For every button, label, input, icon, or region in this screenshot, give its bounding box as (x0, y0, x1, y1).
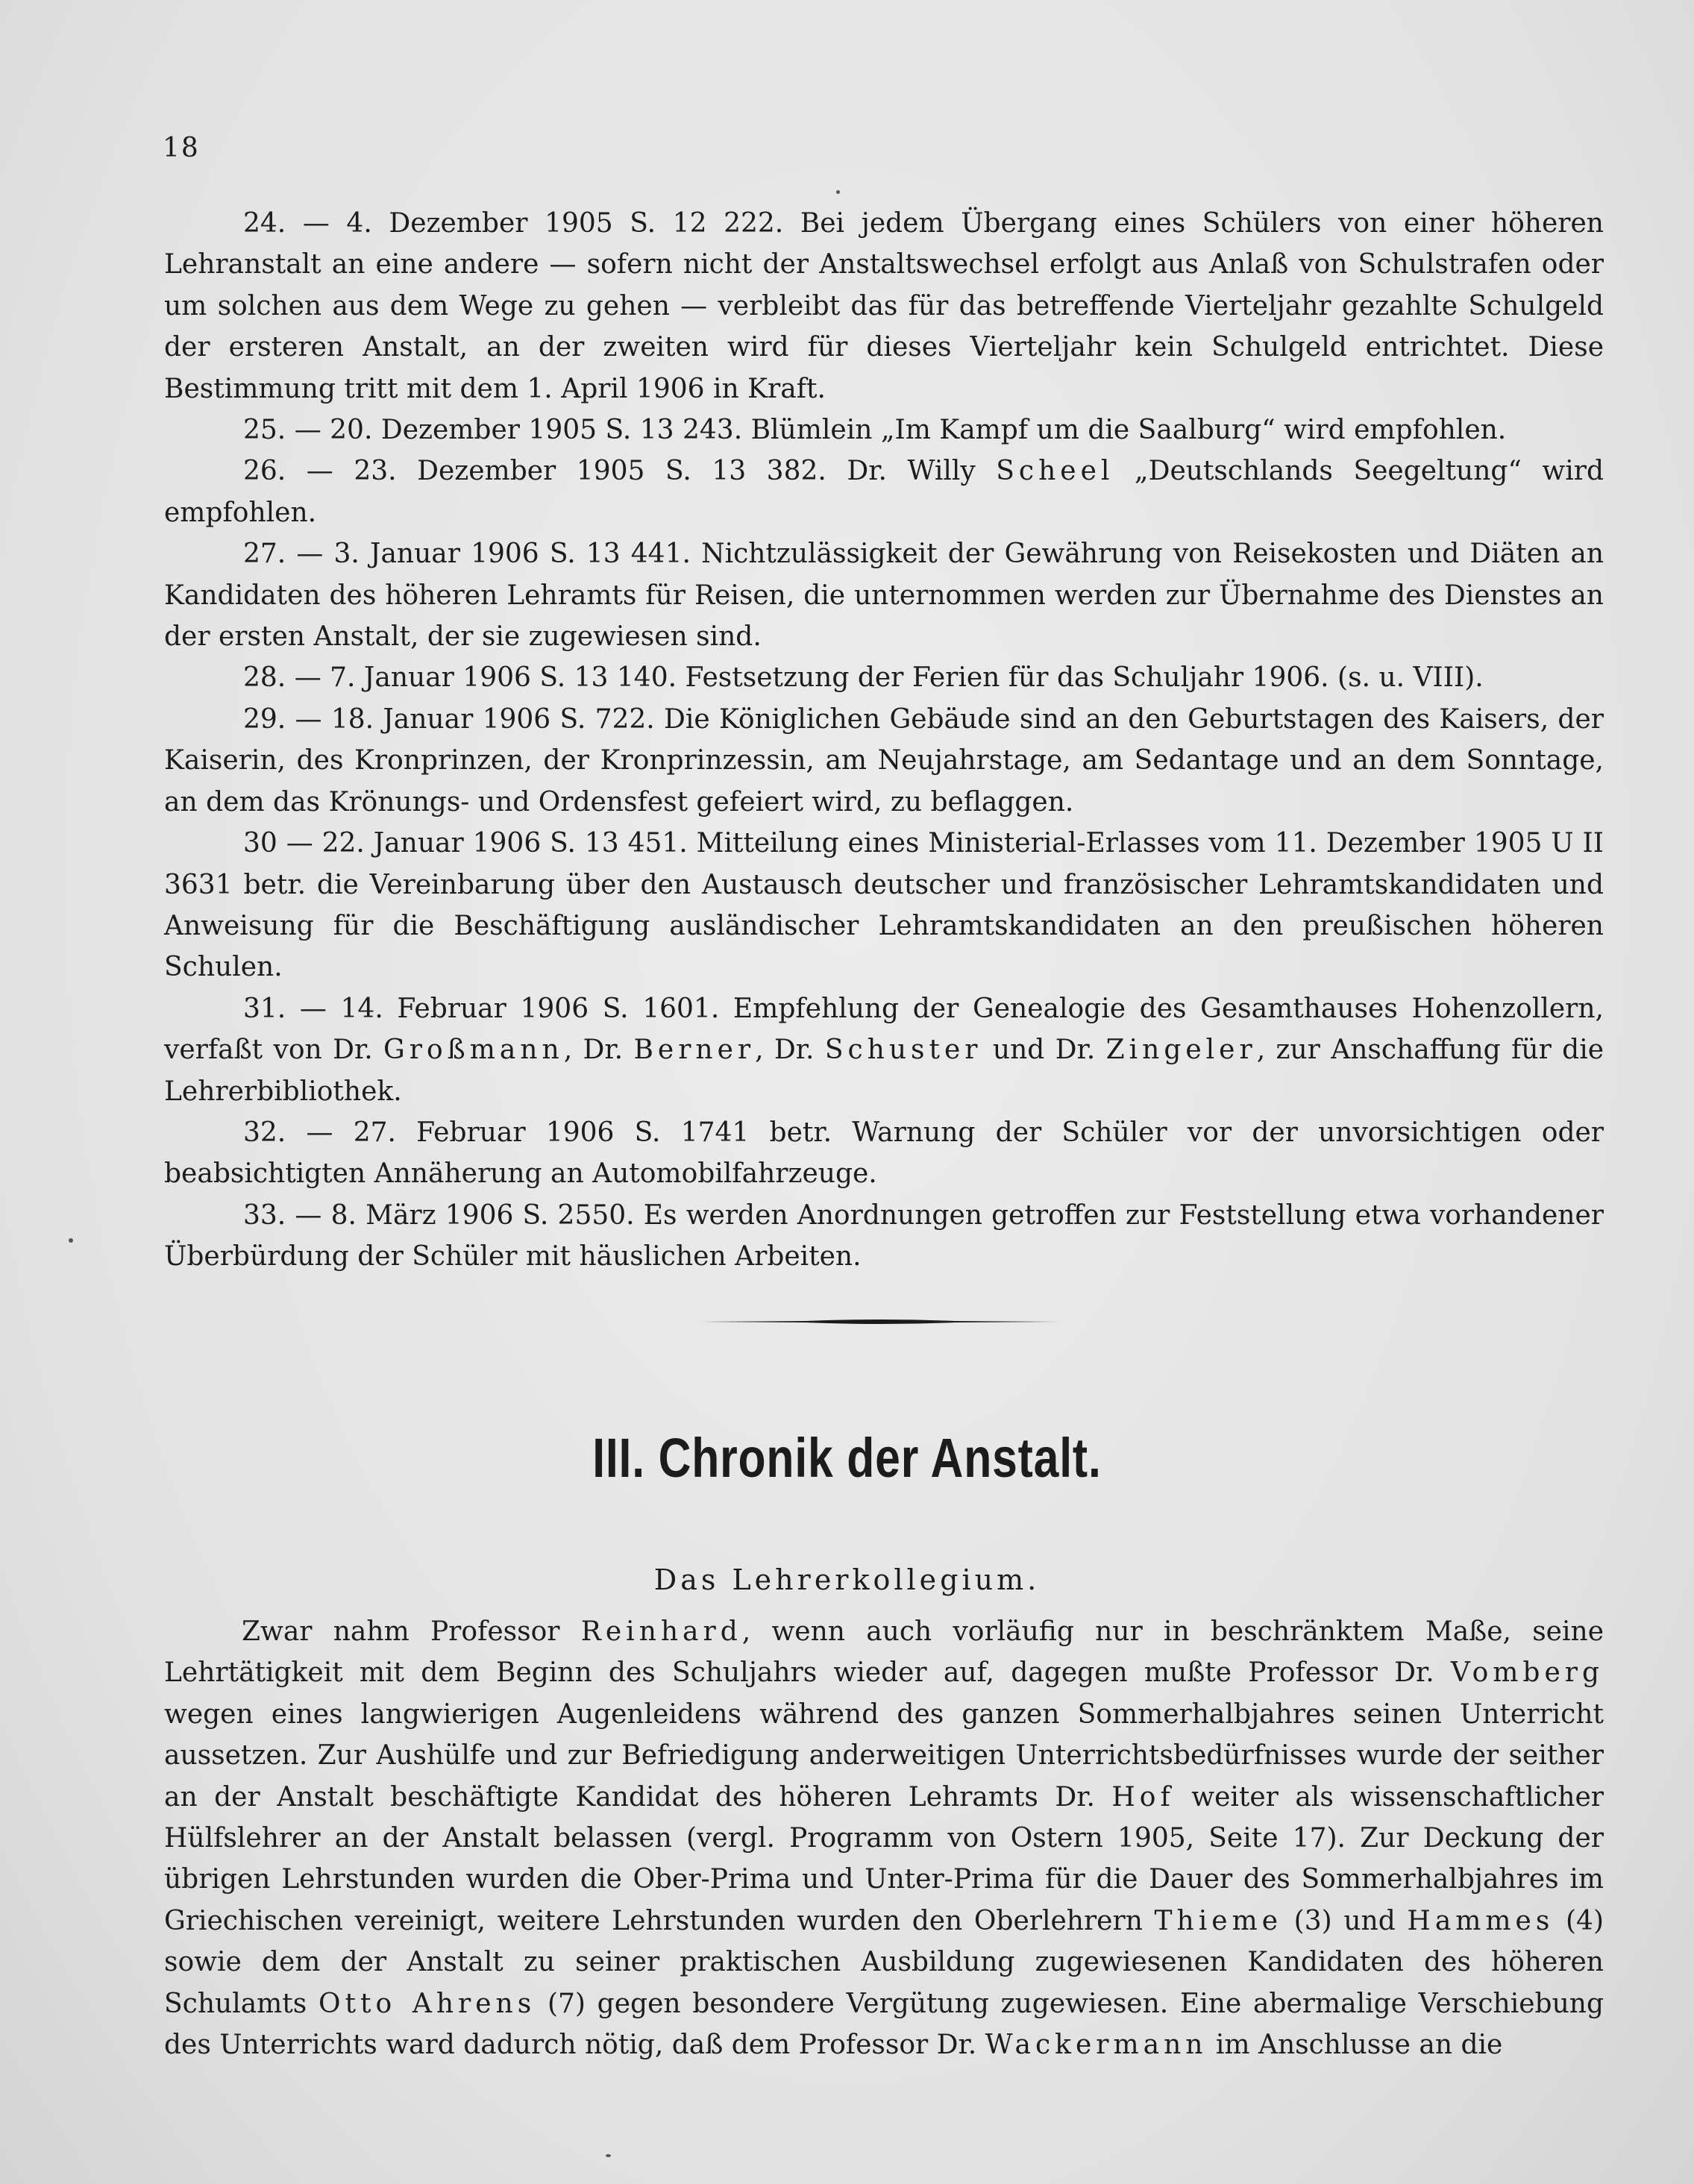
spaced-name: Otto Ahrens (319, 1988, 536, 2019)
spaced-name: Reinhard (580, 1616, 742, 1647)
spaced-name: Schuster (824, 1035, 982, 1066)
text-run: (7) gegen besondere Vergütung zugewiesen. Eine abermalige Verschiebung des Unterrichts ward dadurch nötig, daß dem Professor Dr. (164, 1988, 1604, 2061)
text-run: „Deutschlands Seegeltung“ wird empfohlen. (164, 456, 1604, 528)
text-run: 26. — 23. Dezember 1905 S. 13 382. Dr. Willy (243, 456, 997, 487)
spaced-name: Scheel (996, 456, 1114, 487)
text-run: 28. — 7. Januar 1906 S. 13 140. Festsetzung der Ferien für das Schuljahr 1906. (s. u. VIII). (243, 662, 1484, 694)
print-speck (836, 190, 840, 194)
text-run: weiter als wissenschaftlicher Hülfslehrer an der Anstalt belassen (vergl. Programm von Ostern 1905, Seite 17). Zur Deckung der übrigen Lehrstunden wurden die Ober-Prima und Unter-Prima für die Dauer des Sommerhalbjahres im Griechischen vereinigt, weitere Lehrstunden wurden den Oberlehrern (164, 1781, 1604, 1936)
text-run: 30 — 22. Januar 1906 S. 13 451. Mitteilung eines Ministerial-Erlasses vom 11. Dezember 1905 U II 3631 betr. die Vereinbarung über den Austausch deutscher und französischer Lehramtskandidaten und Anweisung für die Beschäftigung ausländischer Lehramtskandidaten an den preußischen höheren Schulen. (164, 828, 1604, 983)
text-run: (4) sowie dem der Anstalt zu seiner praktischen Ausbildung zugewiesenen Kandidaten des höheren Schulamts (164, 1905, 1604, 2019)
text-run: und Dr. (982, 1035, 1106, 1066)
text-run: 31. — 14. Februar 1906 S. 1601. Empfehlung der Genealogie des Gesamthauses Hohenzollern, verfaßt von Dr. (164, 993, 1604, 1066)
text-run: 32. — 27. Februar 1906 S. 1741 betr. Warnung der Schüler vor der unvorsichtigen oder beabsichtigten Annäherung an Automobilfahrzeuge. (164, 1117, 1604, 1190)
section-separator (701, 1317, 1059, 1326)
text-run: im Anschlusse an die (1207, 2030, 1503, 2061)
text-run: Zwar nahm Professor (242, 1616, 581, 1647)
decree-entry (164, 699, 1604, 823)
spaced-name: Berner (633, 1035, 756, 1066)
print-speck (69, 1238, 73, 1243)
decree-entry (164, 410, 1604, 451)
spaced-name: Thieme (1154, 1905, 1283, 1936)
section-title: Das Lehrerkollegium. (653, 1563, 1041, 1596)
spaced-name: Vomberg (1450, 1657, 1604, 1689)
text-run: , Dr. (755, 1035, 825, 1066)
spaced-name: Wackermann (985, 2030, 1208, 2061)
text-run: 25. — 20. Dezember 1905 S. 13 243. Blümlein „Im Kampf um die Saalburg“ wird empfohlen. (243, 415, 1507, 446)
decree-entry (164, 657, 1604, 698)
text-run: wegen eines langwierigen Augenleidens während des ganzen Sommerhalbjahres seinen Unterricht aussetzen. Zur Aushülfe und zur Befriedigung anderweitigen Unterrichtsbedürfnisses wurde der seither an der Anstalt beschäftigte Kandidat des höheren Lehramts Dr. (164, 1698, 1604, 1813)
text-run: , wenn auch vorläufig nur in beschränktem Maße, seine Lehrtätigkeit mit dem Beginn des Schuljahrs wieder auf, dagegen mußte Professor Dr. (164, 1616, 1604, 1689)
text-run: , Dr. (563, 1035, 634, 1066)
text-run: 27. — 3. Januar 1906 S. 13 441. Nichtzulässigkeit der Gewährung von Reisekosten und Diäten an Kandidaten des höheren Lehramts für Reisen, die unternommen werden zur Übernahme des Dienstes an der ersten Anstalt, der sie zugewiesen sind. (164, 539, 1604, 653)
chapter-title: III. Chronik der Anstalt. (592, 1427, 1102, 1489)
chronik-body (164, 1611, 1604, 2065)
text-run: 33. — 8. März 1906 S. 2550. Es werden Anordnungen getroffen zur Feststellung etwa vorhandener Überbürdung der Schüler mit häuslichen Arbeiten. (164, 1199, 1604, 1273)
chronik-paragraph (164, 1611, 1604, 2065)
text-run: , zur Anschaffung für die Lehrerbibliothek. (164, 1035, 1604, 1107)
decree-entry (164, 823, 1604, 988)
spaced-name: Hof (1111, 1781, 1175, 1813)
text-run: (3) und (1282, 1905, 1408, 1936)
print-speck (606, 2154, 611, 2157)
decree-entry (164, 1112, 1604, 1195)
decree-entry (164, 1195, 1604, 1278)
spaced-name: Hammes (1407, 1905, 1555, 1936)
text-run: 24. — 4. Dezember 1905 S. 12 222. Bei jedem Übergang eines Schülers von einer höheren Lehranstalt an eine andere — sofern nicht der Anstaltswechsel erfolgt aus Anlaß von Schulstrafen oder um solchen aus dem Wege zu gehen — verbleibt das für das betreffende Vierteljahr gezahlte Schulgeld der ersteren Anstalt, an der zweiten wird für dieses Vierteljahr kein Schulgeld entrichtet. Diese Bestimmung tritt mit dem 1. April 1906 in Kraft. (164, 208, 1604, 404)
decree-list (164, 203, 1604, 1278)
decree-entry (164, 533, 1604, 657)
decree-entry (164, 988, 1604, 1112)
decree-entry (164, 203, 1604, 410)
spaced-name: Großmann (383, 1035, 564, 1066)
page-number: 18 (163, 133, 200, 163)
text-run: 29. — 18. Januar 1906 S. 722. Die Königlichen Gebäude sind an den Geburtstagen des Kaisers, der Kaiserin, des Kronprinzen, der Kronprinzessin, am Neujahrstage, am Sedantage und an dem Sonntage, an dem das Krönungs- und Ordensfest gefeiert wird, zu beflaggen. (164, 703, 1604, 818)
spaced-name: Zingeler (1105, 1035, 1257, 1066)
decree-entry (164, 451, 1604, 533)
